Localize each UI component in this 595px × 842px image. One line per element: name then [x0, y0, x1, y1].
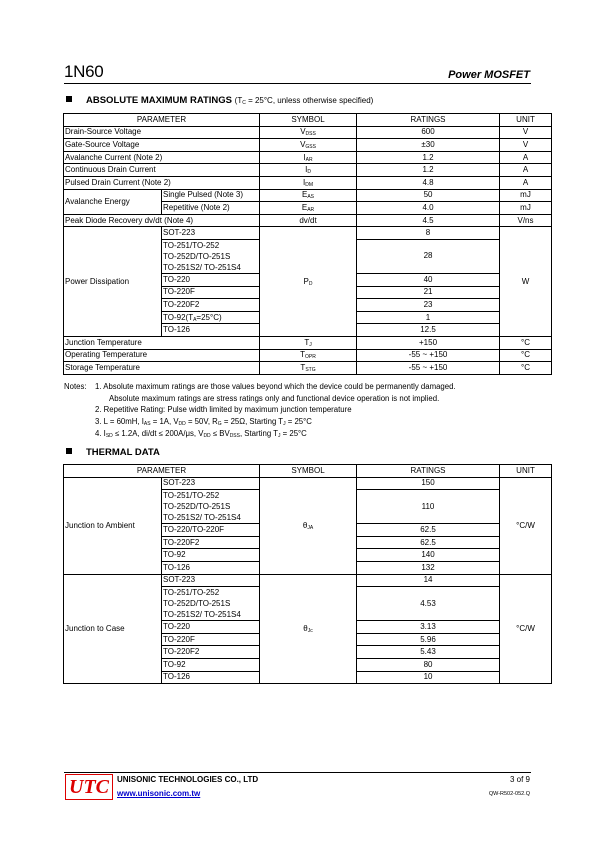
- package-cell: TO-220F2: [162, 536, 260, 549]
- utc-logo: UTC: [65, 774, 113, 800]
- unit-cell: A: [500, 164, 552, 177]
- table-row: [64, 189, 552, 202]
- unit-cell: °C/W: [500, 477, 552, 574]
- package-cell: TO-220: [162, 621, 260, 634]
- symbol-cell: $V_{DSS}$: [260, 126, 357, 139]
- note-4: 4. $I_{SD} \le 1.2A$, di/dt ≤ 200A/μs, $V_{DD} \le BV_{DSS}$, Starting $T_J = 25^\circ C$: [95, 428, 307, 439]
- rating-cell: -55 ~ +150: [357, 362, 500, 375]
- header-rule: [64, 83, 531, 84]
- package-cell: TO-126: [162, 324, 260, 337]
- header-parameter: PARAMETER: [64, 114, 260, 127]
- subparam-cell: Repetitive (Note 2): [162, 202, 260, 215]
- param-cell: Storage Temperature: [64, 362, 260, 375]
- document-number: QW-R502-052.Q: [488, 791, 530, 797]
- package-cell: TO-251/TO-252 TO-252D/TO-251S TO-251S2/ TO-251S4: [162, 587, 260, 621]
- symbol-cell: $E_{AR}$: [260, 202, 357, 215]
- rating-cell: 5.43: [357, 646, 500, 659]
- rating-cell: 40: [357, 273, 500, 286]
- note-1-continued: Absolute maximum ratings are stress ratings only and functional device operation is not implied.: [109, 393, 440, 403]
- unit-cell: A: [500, 176, 552, 189]
- note-2: 2. Repetitive Rating: Pulse width limited by maximum junction temperature: [95, 405, 352, 415]
- symbol-cell: $P_D$: [260, 227, 357, 337]
- unit-cell: mJ: [500, 189, 552, 202]
- package-cell: $TO-92(T_A=25^\circ C)$: [162, 311, 260, 324]
- param-cell: Avalanche Energy: [64, 189, 162, 214]
- package-cell: TO-220F2: [162, 646, 260, 659]
- header-symbol: SYMBOL: [260, 465, 357, 478]
- table-row: [64, 336, 552, 349]
- rating-cell: 1.2: [357, 164, 500, 177]
- square-bullet-icon: [66, 96, 72, 102]
- rating-cell: 4.0: [357, 202, 500, 215]
- rating-cell: 4.5: [357, 214, 500, 227]
- rating-cell: 10: [357, 671, 500, 684]
- header-ratings: RATINGS: [357, 114, 500, 127]
- package-cell: TO-92: [162, 549, 260, 562]
- document-type: Power MOSFET: [448, 69, 530, 81]
- rating-cell: 110: [357, 490, 500, 524]
- symbol-cell: $E_{AS}$: [260, 189, 357, 202]
- rating-cell: 80: [357, 658, 500, 671]
- table-row: [64, 139, 552, 152]
- note-1: [64, 381, 531, 393]
- param-cell: Drain-Source Voltage: [64, 126, 260, 139]
- rating-cell: 23: [357, 299, 500, 312]
- rating-cell: 28: [357, 239, 500, 273]
- package-cell: TO-126: [162, 671, 260, 684]
- symbol-cell: dv/dt: [260, 214, 357, 227]
- rating-cell: +150: [357, 336, 500, 349]
- header-unit: UNIT: [500, 465, 552, 478]
- package-cell: TO-92: [162, 658, 260, 671]
- table-header-row: [64, 465, 552, 478]
- square-bullet-icon: [66, 448, 72, 454]
- rating-cell: 1.2: [357, 151, 500, 164]
- unit-cell: V/ns: [500, 214, 552, 227]
- symbol-cell: $T_J$: [260, 336, 357, 349]
- header-symbol: SYMBOL: [260, 114, 357, 127]
- param-cell: Gate-Source Voltage: [64, 139, 260, 152]
- rating-cell: 5.96: [357, 633, 500, 646]
- rating-cell: 4.53: [357, 587, 500, 621]
- rating-cell: 14: [357, 574, 500, 587]
- package-cell: TO-126: [162, 561, 260, 574]
- company-name: UNISONIC TECHNOLOGIES CO., LTD: [117, 775, 259, 784]
- header-unit: UNIT: [500, 114, 552, 127]
- subparam-cell: Single Pulsed (Note 3): [162, 189, 260, 202]
- table-row: [64, 477, 552, 490]
- thermal-title: THERMAL DATA: [86, 447, 160, 458]
- rating-cell: ±30: [357, 139, 500, 152]
- package-cell: TO-220/TO-220F: [162, 524, 260, 537]
- table-row: [64, 164, 552, 177]
- table-row: [64, 214, 552, 227]
- table-row: [64, 227, 552, 240]
- param-cell: Junction to Ambient: [64, 477, 162, 574]
- package-cell: SOT-223: [162, 477, 260, 490]
- param-cell: Power Dissipation: [64, 227, 162, 337]
- symbol-cell: $\theta_{JA}$: [260, 477, 357, 574]
- part-number: 1N60: [64, 62, 104, 81]
- package-cell: TO-251/TO-252 TO-252D/TO-251S TO-251S2/ TO-251S4: [162, 490, 260, 524]
- page-number: 3 of 9: [509, 775, 530, 784]
- symbol-cell: $\theta_{Jc}$: [260, 574, 357, 684]
- table-row: [64, 574, 552, 587]
- symbol-cell: $I_{DM}$: [260, 176, 357, 189]
- param-cell: Junction Temperature: [64, 336, 260, 349]
- package-cell: SOT-223: [162, 227, 260, 240]
- symbol-cell: $T_{OPR}$: [260, 349, 357, 362]
- table-row: [64, 126, 552, 139]
- abs-max-table: [63, 113, 552, 375]
- header-ratings: RATINGS: [357, 465, 500, 478]
- rating-cell: 1: [357, 311, 500, 324]
- unit-cell: °C: [500, 349, 552, 362]
- footer-rule: [64, 772, 531, 773]
- thermal-table: [63, 464, 552, 684]
- table-row: [64, 176, 552, 189]
- table-header-row: [64, 114, 552, 127]
- rating-cell: 21: [357, 286, 500, 299]
- rating-cell: 3.13: [357, 621, 500, 634]
- rating-cell: 132: [357, 561, 500, 574]
- unit-cell: V: [500, 126, 552, 139]
- rating-cell: -55 ~ +150: [357, 349, 500, 362]
- thermal-section-title: [66, 447, 160, 458]
- rating-cell: 4.8: [357, 176, 500, 189]
- package-cell: TO-220: [162, 273, 260, 286]
- rating-cell: 140: [357, 549, 500, 562]
- symbol-cell: $I_D$: [260, 164, 357, 177]
- unit-cell: °C: [500, 336, 552, 349]
- package-cell: TO-220F: [162, 633, 260, 646]
- param-cell: Peak Diode Recovery dv/dt (Note 4): [64, 214, 260, 227]
- rating-cell: 50: [357, 189, 500, 202]
- symbol-cell: $T_{STG}$: [260, 362, 357, 375]
- unit-cell: °C/W: [500, 574, 552, 684]
- unit-cell: W: [500, 227, 552, 337]
- symbol-cell: $I_{AR}$: [260, 151, 357, 164]
- param-cell: Avalanche Current (Note 2): [64, 151, 260, 164]
- package-cell: TO-251/TO-252 TO-252D/TO-251S TO-251S2/ TO-251S4: [162, 239, 260, 273]
- rating-cell: 12.5: [357, 324, 500, 337]
- rating-cell: 600: [357, 126, 500, 139]
- company-website-link[interactable]: www.unisonic.com.tw: [117, 789, 201, 798]
- package-cell: SOT-223: [162, 574, 260, 587]
- notes-label: Notes:: [64, 382, 87, 391]
- notes-block: [64, 381, 531, 440]
- note-3: 3. L = 60mH, $I_{AS} = 1A$, $V_{DD} = 50V$, $R_G = 25\Omega$, Starting $T_J = 25^\circ C$: [95, 417, 312, 428]
- param-cell: Continuous Drain Current: [64, 164, 260, 177]
- package-cell: TO-220F2: [162, 299, 260, 312]
- rating-cell: 150: [357, 477, 500, 490]
- unit-cell: °C: [500, 362, 552, 375]
- rating-cell: 62.5: [357, 536, 500, 549]
- unit-cell: mJ: [500, 202, 552, 215]
- package-cell: TO-220F: [162, 286, 260, 299]
- rating-cell: 62.5: [357, 524, 500, 537]
- param-cell: Pulsed Drain Current (Note 2): [64, 176, 260, 189]
- abs-max-section-title: [66, 95, 373, 106]
- abs-max-title: ABSOLUTE MAXIMUM RATINGS: [86, 95, 233, 106]
- rating-cell: 8: [357, 227, 500, 240]
- table-row: [64, 362, 552, 375]
- unit-cell: V: [500, 139, 552, 152]
- note-1-text: 1. Absolute maximum ratings are those values beyond which the device could be permanently damaged.: [95, 382, 456, 391]
- abs-max-condition: ($T_C = 25^\circ C$, unless otherwise specified): [234, 96, 374, 106]
- table-row: [64, 151, 552, 164]
- symbol-cell: $V_{GSS}$: [260, 139, 357, 152]
- header-parameter: PARAMETER: [64, 465, 260, 478]
- table-row: [64, 349, 552, 362]
- param-cell: Operating Temperature: [64, 349, 260, 362]
- unit-cell: A: [500, 151, 552, 164]
- param-cell: Junction to Case: [64, 574, 162, 684]
